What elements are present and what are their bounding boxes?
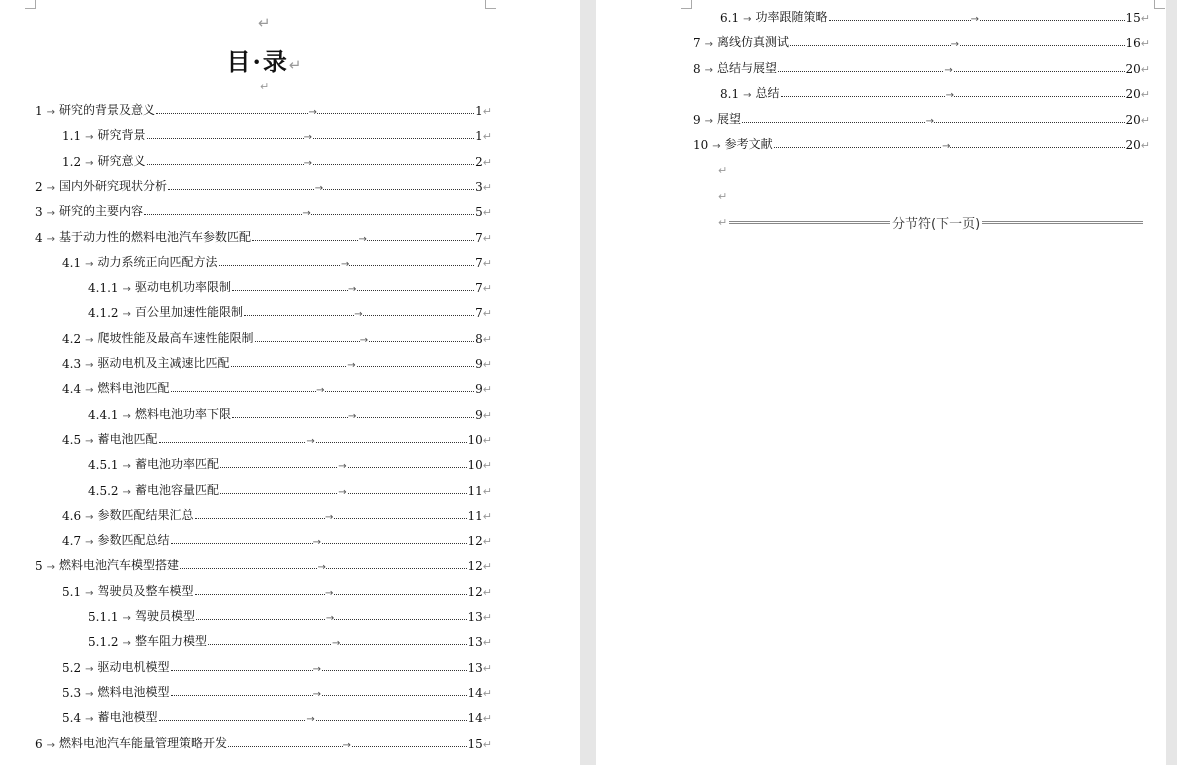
dot-leader — [742, 115, 1124, 127]
paragraph-mark: ↵ — [482, 383, 492, 397]
tab-arrow-icon: → — [743, 14, 752, 25]
toc-entry-page: 13 — [467, 635, 483, 650]
margin-corner — [485, 0, 496, 9]
toc-entry-page: 10 — [467, 432, 483, 447]
toc-entry-page: 7 — [475, 281, 483, 296]
tab-arrow-icon: → — [85, 663, 94, 675]
toc-entry[interactable] — [62, 581, 492, 599]
toc-entry-title: 蓄电池容量匹配 — [134, 482, 219, 497]
toc-entry-page: 1 — [475, 104, 483, 118]
toc-entry-title: 展望 — [717, 111, 742, 126]
toc-entry-title: 蓄电池模型 — [97, 710, 158, 725]
dot-leader — [156, 107, 474, 118]
toc-entry-number: 5.1.2 — [88, 635, 119, 650]
toc-entry-page: 15 — [467, 736, 483, 751]
dot-leader — [232, 410, 474, 422]
dot-leader — [829, 14, 1125, 25]
toc-entry[interactable] — [88, 454, 492, 472]
toc-entry-title: 功率跟随策略 — [755, 10, 828, 24]
dot-leader — [252, 233, 474, 245]
toc-entry-page: 20 — [1125, 87, 1141, 102]
toc-entry-page: 9 — [475, 357, 483, 371]
tab-arrow-icon: → — [122, 613, 131, 624]
tab-arrow-icon: → — [306, 435, 315, 447]
toc-entry-number: 1.1 — [62, 129, 82, 144]
tab-arrow-icon: → — [312, 537, 321, 549]
toc-entry[interactable] — [88, 606, 492, 624]
toc-title-text: 目·录 — [226, 47, 289, 76]
toc-entry-number: 5.2 — [62, 660, 82, 675]
tab-arrow-icon: → — [122, 410, 131, 422]
toc-entry-title: 蓄电池功率匹配 — [134, 457, 219, 472]
dot-leader — [159, 714, 467, 726]
dot-leader — [219, 258, 474, 270]
tab-arrow-icon: → — [302, 208, 311, 220]
tab-arrow-icon: → — [85, 258, 94, 270]
tab-arrow-icon: → — [85, 157, 94, 169]
tab-arrow-icon: → — [359, 334, 369, 346]
toc-entry-page: 10 — [467, 458, 483, 473]
dot-leader — [147, 157, 474, 169]
paragraph-mark: ↵ — [482, 155, 492, 169]
toc-entry-number: 1 — [35, 104, 43, 118]
toc-entry-title: 研究背景 — [97, 128, 146, 143]
toc-entry[interactable] — [35, 201, 492, 219]
toc-entry-number: 8.1 — [720, 87, 740, 102]
tab-arrow-icon: → — [358, 233, 367, 245]
toc-entry[interactable] — [35, 176, 492, 194]
margin-corner — [1154, 0, 1165, 9]
dot-leader — [790, 39, 1124, 51]
paragraph-mark: ↵ — [718, 190, 728, 203]
toc-entry-number: 4.4.1 — [88, 407, 119, 422]
toc-entry-title: 驾驶员及整车模型 — [97, 583, 194, 598]
toc-entry-number: 5.1.1 — [88, 610, 119, 624]
toc-entry-title: 爬坡性能及最高车速性能限制 — [97, 330, 254, 345]
toc-entry-page: 1 — [475, 129, 483, 144]
dot-leader — [231, 360, 474, 371]
toc-entry-page: 12 — [467, 584, 483, 599]
toc-entry-number: 4.4 — [62, 382, 82, 397]
toc-entry-title: 蓄电池匹配 — [97, 431, 158, 446]
toc-entry-page: 15 — [1125, 11, 1141, 25]
toc-title[interactable]: 目·录↵ — [226, 47, 304, 76]
paragraph-mark: ↵ — [482, 256, 492, 270]
tab-arrow-icon: → — [85, 385, 94, 397]
dot-leader — [180, 562, 466, 574]
toc-entry-number: 4.3 — [62, 357, 82, 371]
toc-entry[interactable] — [693, 134, 1150, 152]
tab-arrow-icon: → — [316, 385, 325, 397]
tab-arrow-icon: → — [314, 182, 324, 194]
tab-arrow-icon: → — [338, 486, 347, 498]
tab-arrow-icon: → — [46, 562, 56, 574]
tab-arrow-icon: → — [712, 141, 721, 152]
toc-entry-page: 12 — [467, 559, 483, 574]
toc-entry-page: 11 — [467, 508, 483, 523]
toc-entry-number: 6 — [35, 736, 43, 751]
toc-entry-title: 燃料电池汽车模型搭建 — [59, 558, 180, 573]
tab-arrow-icon: → — [970, 14, 979, 25]
margin-corner — [681, 0, 692, 9]
tab-arrow-icon: → — [348, 410, 357, 422]
toc-entry-number: 5.3 — [62, 685, 82, 700]
toc-entry[interactable] — [88, 631, 492, 649]
tab-arrow-icon: → — [122, 284, 131, 296]
paragraph-mark: ↵ — [482, 636, 492, 650]
dot-leader — [208, 638, 467, 650]
dot-leader — [774, 141, 1125, 152]
paragraph-mark: ↵ — [482, 661, 492, 675]
paragraph-mark: ↵ — [482, 332, 492, 346]
toc-entry[interactable] — [693, 32, 1150, 50]
toc-entry[interactable] — [62, 151, 492, 169]
tab-arrow-icon: → — [85, 360, 94, 371]
toc-entry-page: 2 — [475, 154, 483, 169]
toc-entry-page: 12 — [467, 534, 483, 549]
toc-entry-number: 3 — [35, 205, 43, 220]
toc-entry-title: 参考文献 — [724, 137, 773, 151]
toc-entry[interactable] — [62, 328, 492, 346]
toc-entry-title: 参数匹配结果汇总 — [97, 507, 194, 522]
dot-leader — [171, 663, 467, 675]
section-break-label: 分节符(下一页) — [892, 217, 981, 232]
tab-arrow-icon: → — [341, 258, 350, 270]
toc-entry-number: 8 — [693, 61, 701, 76]
toc-entry-page: 20 — [1125, 61, 1141, 76]
paragraph-mark: ↵ — [482, 509, 492, 523]
toc-entry-page: 20 — [1125, 138, 1141, 152]
toc-entry-title: 驱动电机模型 — [97, 659, 170, 674]
toc-entry-number: 4.1.1 — [88, 281, 119, 296]
tab-arrow-icon: → — [338, 461, 347, 473]
toc-entry-title: 总结与展望 — [717, 60, 778, 75]
toc-entry-page: 3 — [475, 179, 483, 194]
toc-entry-title: 百公里加速性能限制 — [134, 305, 243, 320]
tab-arrow-icon: → — [85, 334, 94, 346]
toc-entry-page: 7 — [475, 255, 483, 270]
toc-entry-page: 8 — [475, 331, 483, 346]
toc-entry-page: 14 — [467, 685, 483, 700]
toc-entry-title: 研究的背景及意义 — [59, 103, 156, 117]
toc-entry-page: 9 — [475, 407, 483, 422]
toc-entry-title: 离线仿真测试 — [717, 35, 790, 50]
tab-arrow-icon: → — [325, 511, 334, 523]
dot-leader — [228, 739, 466, 751]
margin-corner — [25, 0, 36, 9]
paragraph-mark: ↵ — [482, 585, 492, 599]
paragraph-mark: ↵ — [482, 433, 492, 447]
tab-arrow-icon: → — [303, 132, 312, 144]
paragraph-mark: ↵ — [482, 358, 492, 371]
toc-entry[interactable] — [88, 277, 492, 295]
toc-entry[interactable] — [720, 83, 1150, 101]
toc-entry[interactable] — [35, 100, 492, 118]
tab-arrow-icon: → — [46, 739, 56, 751]
toc-entry-number: 4.1.2 — [88, 306, 119, 321]
toc-entry-page: 14 — [467, 711, 483, 726]
paragraph-mark: ↵ — [482, 737, 492, 751]
toc-entry-title: 驱动电机及主减速比匹配 — [97, 356, 230, 370]
dot-leader — [168, 182, 474, 194]
toc-entry-title: 动力系统正向匹配方法 — [97, 254, 218, 269]
tab-arrow-icon: → — [325, 587, 334, 599]
toc-entry-title: 研究的主要内容 — [59, 204, 144, 219]
tab-arrow-icon: → — [925, 115, 934, 127]
tab-arrow-icon: → — [85, 714, 94, 726]
paragraph-mark: ↵ — [1140, 62, 1150, 76]
paragraph-mark: ↵ — [482, 712, 492, 726]
tab-arrow-icon: → — [122, 486, 131, 498]
toc-entry-number: 6.1 — [720, 11, 740, 25]
toc-entry[interactable] — [62, 505, 492, 523]
toc-entry-page: 13 — [467, 660, 483, 675]
toc-entry[interactable] — [88, 404, 492, 422]
paragraph-mark: ↵ — [482, 282, 492, 296]
toc-entry-number: 9 — [693, 112, 701, 127]
dot-leader — [778, 64, 1124, 76]
dot-leader — [220, 486, 467, 498]
tab-arrow-icon: → — [945, 90, 954, 102]
paragraph-mark: ↵ — [1140, 88, 1150, 102]
toc-entry[interactable] — [62, 657, 492, 675]
tab-arrow-icon: → — [704, 115, 714, 127]
toc-entry-title: 研究意义 — [97, 153, 146, 168]
paragraph-mark: ↵ — [482, 206, 492, 220]
toc-entry-number: 5 — [35, 559, 43, 574]
tab-arrow-icon: → — [85, 132, 94, 144]
toc-entry-number: 4.7 — [62, 534, 82, 549]
toc-entry-title: 国内外研究现状分析 — [59, 178, 168, 193]
toc-entry[interactable] — [62, 252, 492, 270]
toc-entry-number: 4.5 — [62, 432, 82, 447]
toc-entry-number: 5.1 — [62, 584, 82, 599]
paragraph-mark: ↵ — [482, 307, 492, 321]
toc-entry[interactable] — [62, 707, 492, 725]
tab-arrow-icon: → — [348, 284, 357, 296]
paragraph-mark: ↵ — [258, 14, 271, 32]
tab-arrow-icon: → — [85, 537, 94, 549]
tab-arrow-icon: → — [704, 39, 714, 51]
dot-leader — [171, 537, 467, 549]
toc-entry-title: 燃料电池匹配 — [97, 381, 170, 396]
tab-arrow-icon: → — [306, 714, 315, 726]
toc-entry[interactable] — [88, 480, 492, 498]
paragraph-mark: ↵ — [482, 484, 492, 498]
toc-entry[interactable] — [62, 125, 492, 143]
toc-entry-title: 驱动电机功率限制 — [134, 280, 231, 295]
toc-entry[interactable] — [62, 429, 492, 447]
paragraph-mark: ↵ — [482, 560, 492, 574]
dot-leader — [159, 435, 467, 447]
toc-entry-number: 2 — [35, 179, 43, 194]
toc-entry-page: 7 — [475, 230, 483, 245]
toc-entry[interactable] — [88, 302, 492, 320]
tab-arrow-icon: → — [122, 638, 131, 650]
toc-entry[interactable] — [35, 733, 492, 751]
tab-arrow-icon: → — [46, 107, 56, 118]
toc-entry-number: 4.1 — [62, 255, 82, 270]
toc-entry[interactable] — [693, 58, 1150, 76]
toc-entry[interactable] — [693, 109, 1150, 127]
toc-entry-number: 10 — [693, 138, 709, 152]
dot-leader — [171, 688, 467, 700]
tab-arrow-icon: → — [46, 208, 56, 220]
toc-entry-title: 燃料电池模型 — [97, 684, 170, 699]
dot-leader — [144, 208, 474, 220]
tab-arrow-icon: → — [46, 233, 56, 245]
tab-arrow-icon: → — [85, 511, 94, 523]
tab-arrow-icon: → — [85, 587, 94, 599]
toc-entry-title: 燃料电池功率下限 — [134, 406, 231, 421]
dot-leader — [255, 334, 474, 346]
dot-leader — [232, 284, 474, 296]
paragraph-mark: ↵ — [482, 231, 492, 245]
toc-entry-number: 4.6 — [62, 508, 82, 523]
toc-entry[interactable] — [62, 378, 492, 396]
toc-entry[interactable] — [720, 7, 1150, 25]
tab-arrow-icon: → — [325, 613, 335, 624]
dot-leader — [220, 461, 467, 473]
paragraph-mark: ↵ — [1140, 113, 1150, 127]
toc-entry[interactable] — [62, 530, 492, 548]
paragraph-mark: ↵ — [482, 686, 492, 700]
paragraph-mark: ↵ — [482, 459, 492, 473]
toc-entry-title: 基于动力性的燃料电池汽车参数匹配 — [59, 229, 252, 244]
paragraph-mark: ↵ — [482, 130, 492, 144]
tab-arrow-icon: → — [342, 739, 351, 751]
tab-arrow-icon: → — [122, 461, 131, 473]
tab-arrow-icon: → — [332, 638, 341, 650]
tab-arrow-icon: → — [704, 64, 714, 76]
dot-leader — [244, 309, 474, 321]
paragraph-mark: ↵ — [482, 105, 492, 118]
toc-entry-number: 4.5.2 — [88, 483, 119, 498]
dot-leader — [171, 385, 474, 397]
section-break: ↵ 分节符(下一页) — [720, 213, 1145, 232]
toc-entry-number: 4.2 — [62, 331, 82, 346]
toc-entry-title: 总结 — [755, 86, 780, 101]
toc-entry[interactable] — [62, 353, 492, 371]
toc-entry[interactable] — [35, 227, 492, 245]
toc-entry[interactable] — [62, 682, 492, 700]
tab-arrow-icon: → — [312, 663, 321, 675]
tab-arrow-icon: → — [122, 309, 131, 321]
tab-arrow-icon: → — [46, 182, 56, 194]
tab-arrow-icon: → — [303, 157, 312, 169]
paragraph-mark: ↵ — [482, 180, 492, 194]
dot-leader — [781, 90, 1125, 102]
toc-entry-page: 11 — [467, 483, 483, 498]
toc-entry-number: 4.5.1 — [88, 458, 119, 473]
dot-leader — [196, 613, 467, 624]
tab-arrow-icon: → — [312, 688, 321, 700]
paragraph-mark: ↵ — [1140, 12, 1150, 25]
tab-arrow-icon: → — [743, 90, 752, 102]
paragraph-mark: ↵ — [482, 611, 492, 624]
tab-arrow-icon: → — [317, 562, 326, 574]
tab-arrow-icon: → — [85, 688, 94, 700]
toc-entry-title: 燃料电池汽车能量管理策略开发 — [59, 735, 228, 750]
toc-entry-page: 16 — [1125, 36, 1141, 51]
toc-entry-number: 7 — [693, 36, 701, 51]
toc-entry[interactable] — [35, 555, 492, 573]
toc-entry-page: 5 — [475, 205, 483, 220]
dot-leader — [147, 132, 474, 144]
tab-arrow-icon: → — [347, 360, 356, 371]
tab-arrow-icon: → — [308, 107, 317, 118]
toc-entry-number: 5.4 — [62, 711, 82, 726]
paragraph-mark: ↵ — [482, 408, 492, 422]
toc-entry-title: 驾驶员模型 — [134, 609, 195, 623]
tab-arrow-icon: → — [942, 141, 951, 152]
toc-entry-page: 13 — [467, 610, 483, 624]
tab-arrow-icon: → — [950, 39, 959, 51]
paragraph-mark: ↵ — [1140, 37, 1150, 51]
toc-entry-page: 20 — [1125, 112, 1141, 127]
toc-entry-page: 7 — [475, 306, 483, 321]
toc-entry-number: 4 — [35, 230, 43, 245]
dot-leader — [195, 511, 467, 523]
paragraph-mark: ↵ — [260, 80, 270, 93]
toc-entry-title: 整车阻力模型 — [134, 634, 207, 649]
toc-entry-title: 参数匹配总结 — [97, 533, 170, 548]
paragraph-mark: ↵ — [718, 164, 728, 177]
paragraph-mark: ↵ — [482, 535, 492, 549]
paragraph-mark: ↵ — [1140, 139, 1150, 152]
tab-arrow-icon: → — [354, 309, 363, 321]
toc-entry-number: 1.2 — [62, 154, 82, 169]
tab-arrow-icon: → — [944, 64, 953, 76]
dot-leader — [195, 587, 467, 599]
toc-entry-page: 9 — [475, 382, 483, 397]
tab-arrow-icon: → — [85, 435, 94, 447]
